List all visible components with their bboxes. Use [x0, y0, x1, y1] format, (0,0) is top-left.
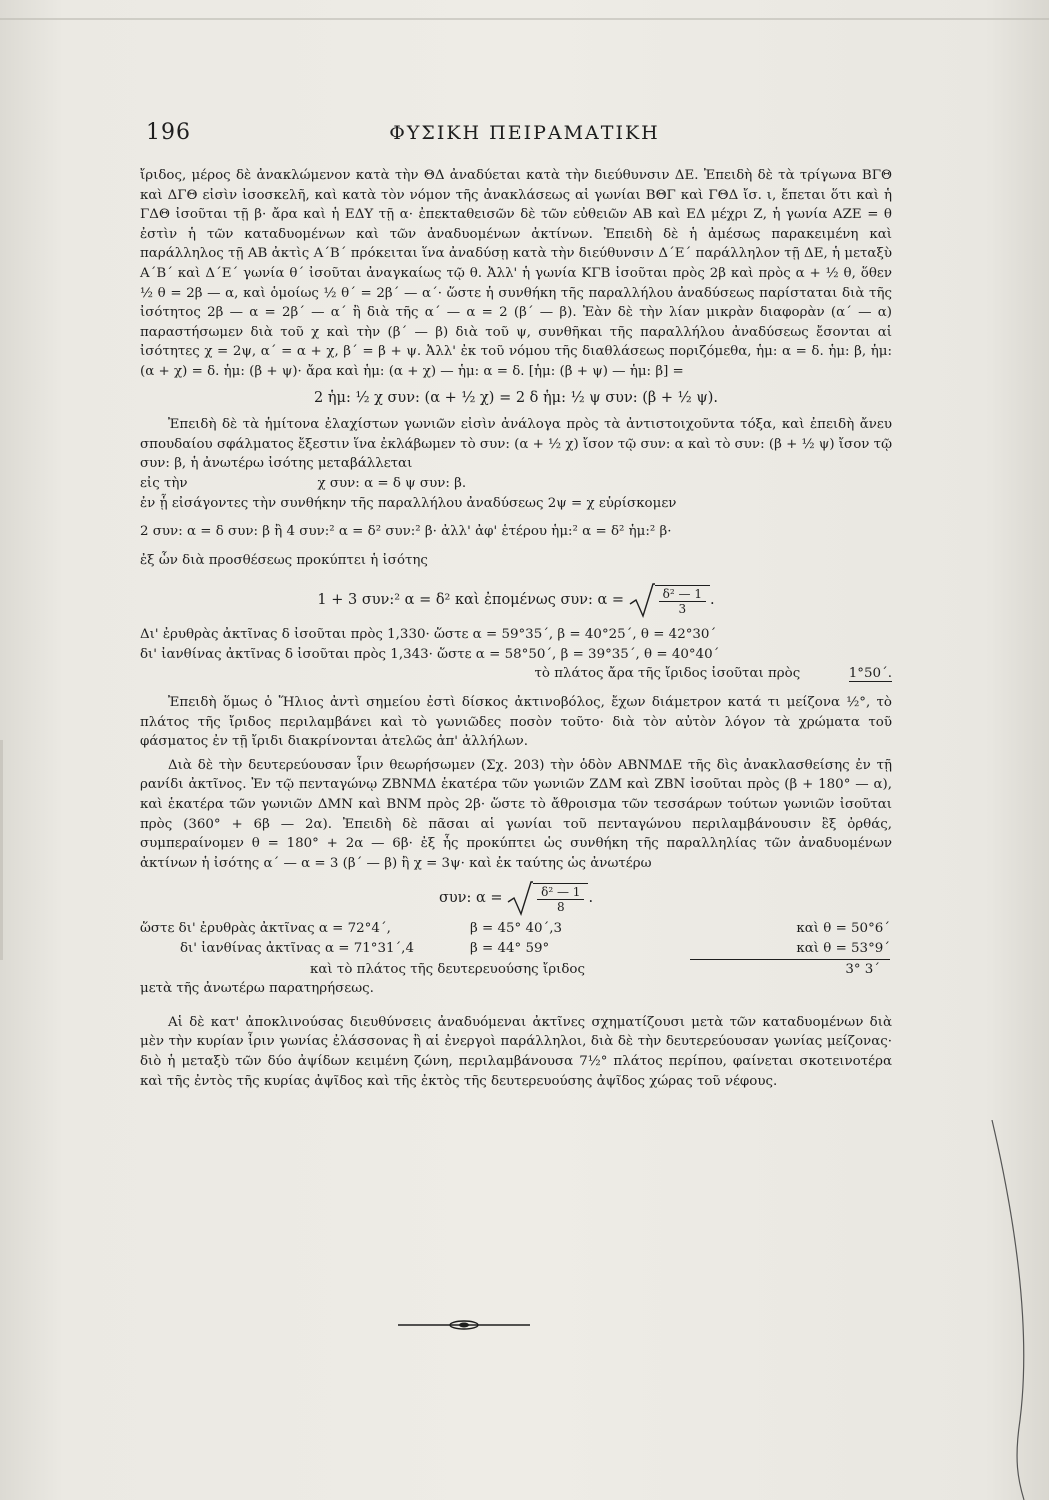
- values-row-3: [140, 960, 892, 980]
- scan-edge-line: [0, 18, 1049, 20]
- fraction-3-denominator: 3: [678, 601, 687, 616]
- formula-cos-alpha-secondary: συν: α = $\frac{\text{δ² — 1}}{8}$ .: [140, 880, 892, 916]
- row-1-beta: β = 45° 40΄,3: [470, 921, 562, 937]
- fraction-4-denominator: 8: [556, 899, 565, 914]
- line-5: ἐξ ὧν διὰ προσθέσεως προκύπτει ἡ ἰσότης: [140, 552, 428, 568]
- rainbow-width-line: [140, 664, 892, 684]
- fraction-4-numerator: δ² — 1: [537, 885, 584, 900]
- paragraph-1: ἴριδος, μέρος δὲ ἀνακλώμενον κατὰ τὴν ΘΔ ἀναδύεται κατὰ τὴν διεύθυνσιν ΔΕ. Ἐπειδὴ δὲ τὰ τρίγωνα ΒΓΘ καὶ ΔΓΘ εἰσὶν ἰσοσκελῆ, καὶ κατὰ τὸν νόμον τῆς ἀνακλάσεως αἱ γωνίαι ΒΘΓ καὶ ΓΘΔ ἴσ. ι, ἔπεται ὅτι καὶ ἡ ΓΔΘ ἰσοῦται τῇ β· ἄρα καὶ ἡ ΕΔΥ τῇ α· ἐπεκταθεισῶν δὲ τῶν εὐθειῶν ΑΒ καὶ ΕΔ μέχρι Ζ, ἡ γωνία ΑΖΕ = θ ἐστὶν ἡ τῶν καταδυομένων καὶ τῶν ἀναδυομένων ἀκτίνων. Ἐπειδὴ δὲ ἡ ἀμέσως παρακειμένη καὶ παράλληλος τῇ ΑΒ ἀκτὶς Α΄Β΄ πρόκειται ἵνα ἀναδύσῃ κατὰ τὴν διεύθυνσιν Δ΄Ε΄ παράλληλον τῇ ΔΕ, ἡ μεταξὺ Α΄Β΄ καὶ Δ΄Ε΄ γωνία θ΄ ἰσοῦται ἀναγκαίως τῷ θ. Ἀλλ' ἡ γωνία ΚΓΒ ἰσοῦται πρὸς 2β καὶ πρὸς α + ½ θ, ὅθεν ½ θ = 2β — α, καὶ ὁμοίως ½ θ΄ = 2β΄ — α΄· ὥστε ἡ συνθήκη τῆς παραλλήλου ἀναδύσεως παρίσταται διὰ τῆς ἰσότητος 2β — α = 2β΄ — α΄ ἢ διὰ τῆς α΄ — α = 2 (β΄ — β). Ἐὰν δὲ τὴν λίαν μικρὰν διαφορὰν (α΄ — α) παραστήσωμεν διὰ τοῦ χ καὶ τὴν (β΄ — β) διὰ τοῦ ψ, συνθῆκαι τῆς παραλλήλου ἀναδύσεως ἔσονται αἱ ἰσότητες χ = 2ψ, α΄ = α + χ, β΄ = β + ψ. Ἀλλ' ἐκ τοῦ νόμου τῆς διαθλάσεως ποριζόμεθα, ἡμ: α = δ. ἡμ: β, ἡμ: (α + χ) = δ. ἡμ: (β + ψ)· ἄρα καὶ ἡμ: (α + χ) — ἡμ: α = δ. [ἡμ: (β + ψ) — ἡμ: β] =: [140, 168, 892, 379]
- row-3-label: καὶ τὸ πλάτος τῆς δευτερευούσης ἴριδος: [310, 961, 585, 977]
- rainbow-width-value: 1°50΄.: [848, 666, 892, 682]
- line-4: 2 συν: α = δ συν: β ἢ 4 συν:² α = δ² συν:² β· ἀλλ' ἀφ' ἑτέρου ἡμ:² α = δ² ἡμ:² β·: [140, 524, 672, 540]
- fraction-4: [533, 883, 588, 914]
- row-2-alpha: δι' ἰανθίνας ἀκτῖνας α = 71°31΄,4: [180, 941, 414, 956]
- line-3: ἐν ᾗ εἰσάγοντες τὴν συνθήκην τῆς παραλλήλου ἀναδύσεως 2ψ = χ εὑρίσκομεν: [140, 495, 677, 511]
- formula-cos-relation: χ συν: α = δ ψ συν: β.: [317, 475, 467, 491]
- formula-cos-alpha-primary: 1 + 3 συν:² α = δ² καὶ ἐπομένως συν: α = $\frac{\text{δ² — 1}}{3}$ .: [140, 582, 892, 618]
- values-row-2: [140, 939, 892, 960]
- fraction-3-numerator: δ² — 1: [659, 587, 706, 602]
- pencil-margin-mark: [990, 1120, 1049, 1500]
- paragraph-4: Διὰ δὲ τὴν δευτερεύουσαν ἶριν θεωρήσωμεν (Σχ. 203) τὴν ὁδὸν ΑΒΝΜΔΕ τῆς δὶς ἀνακλασθείσης ἐν τῇ ρανίδι ἀκτῖνος. Ἐν τῷ πενταγώνῳ ΖΒΝΜΔ ἑκατέρα τῶν γωνιῶν ΖΔΜ καὶ ΖΒΝ ἰσοῦται πρὸς (β + 180° — α), καὶ ἑκατέρα τῶν γωνιῶν ΔΜΝ καὶ ΒΝΜ πρὸς 2β· ὥστε τὸ ἄθροισμα τῶν τεσσάρων τούτων γωνιῶν ἰσοῦται πρὸς (360° + 6β — 2α). Ἐπειδὴ δὲ πᾶσαι αἱ γωνίαι τοῦ πενταγώνου περιλαμβάνουσιν ἓξ ὀρθάς, συμπεραίνομεν θ = 180° + 2α — 6β· ἐξ ἧς προκύπτει ὡς συνθήκη τῆς παραλληλίας τῶν ἀναδυομένων ἀκτίνων ἡ ἰσότης α΄ — α = 3 (β΄ — β) ἢ χ = 3ψ· καὶ ἐκ ταύτης ὡς ἀνωτέρω: [140, 757, 892, 871]
- ornament-divider: [398, 1318, 530, 1332]
- fraction-3: [655, 585, 710, 616]
- red-rays-line: Δι' ἐρυθρὰς ἀκτῖνας δ ἰσοῦται πρὸς 1,330· ὥστε α = 59°35΄, β = 40°25΄, θ = 42°30΄: [140, 627, 717, 643]
- row-2-theta: καὶ θ = 53°9΄: [690, 939, 890, 960]
- square-root-sign: [629, 582, 710, 618]
- row-1-alpha: ὥστε δι' ἐρυθρὰς ἀκτῖνας α = 72°4΄,: [140, 921, 391, 937]
- body-text: [140, 166, 892, 1091]
- scan-edge-shadow: [0, 740, 3, 960]
- formula-4-left: συν: α =: [438, 890, 503, 907]
- eis-tin-text: εἰς τὴν: [140, 475, 188, 491]
- paragraph-5: Αἱ δὲ κατ' ἀποκλινούσας διευθύνσεις ἀναδυόμεναι ἀκτῖνες σχηματίζουσι μετὰ τῶν καταδυομένων διὰ μὲν τὴν κυρίαν ἶριν γωνίας ἐλάσσονας ἢ αἱ ἐνεργοὶ παράλληλοι, διὰ δὲ τὴν δευτερεύουσαν γωνίας μείζονας· διὸ ἡ μεταξὺ τῶν δύο ἀψίδων κειμένη ζώνη, περιλαμβάνουσα 7½° πλάτος περίπου, φαίνεται σκοτεινοτέρα καὶ τῆς ἐντὸς τῆς κυρίας ἀψῖδος καὶ τῆς ἐκτὸς τῆς δευτερευούσης ἀψῖδος χώρας τοῦ νέφους.: [140, 1014, 892, 1089]
- page-number: 196: [146, 120, 191, 145]
- violet-rays-line: δι' ἰανθίνας ἀκτῖνας δ ἰσοῦται πρὸς 1,343· ὥστε α = 58°50΄, β = 39°35΄, θ = 40°40΄: [140, 646, 720, 662]
- values-row-1: [140, 919, 892, 939]
- row-3-value: 3° 3΄: [845, 961, 880, 977]
- row-2-beta: β = 44° 59°: [470, 941, 550, 956]
- square-root-sign-2: [507, 880, 588, 916]
- formula-3-left: 1 + 3 συν:² α = δ² καὶ ἐπομένως συν: α =: [317, 592, 625, 609]
- paragraph-2: Ἐπειδὴ δὲ τὰ ἡμίτονα ἐλαχίστων γωνιῶν εἰσὶν ἀνάλογα πρὸς τὰ ἀντιστοιχοῦντα τόξα, καὶ ἐπειδὴ ἄνευ σπουδαίου σφάλματος ἔξεστιν ἵνα ἐκλάβωμεν τὸ συν: (α + ½ χ) ἴσον τῷ συν: α καὶ τὸ συν: (β + ½ ψ) ἴσον τῷ συν: β, ἡ ἀνωτέρω ἰσότης μεταβάλλεται: [140, 417, 892, 472]
- row-1-theta: καὶ θ = 50°6΄: [796, 921, 890, 937]
- page-header: [0, 120, 1049, 150]
- paragraph-3: Ἐπειδὴ ὅμως ὁ Ἥλιος ἀντὶ σημείου ἐστὶ δίσκος ἀκτινοβόλος, ἔχων διάμετρον κατά τι μείζονα ½°, τὸ πλάτος τῆς ἴριδος περιλαμβάνει καὶ τὸ γωνιῶδες ποσὸν τοῦτο· διὰ τὸν αὐτὸν λόγον τὰ χρώματα τοῦ φάσματος ἐν τῇ ἴριδι διακρίνονται ἀτελῶς ἀπ' ἀλλήλων.: [140, 695, 892, 750]
- formula-sine-relation: 2 ἡμ: ½ χ συν: (α + ½ χ) = 2 δ ἡμ: ½ ψ συν: (β + ½ ψ).: [314, 389, 718, 406]
- line-eis-tin: [140, 474, 892, 494]
- running-head-title: ΦΥΣΙΚΗ ΠΕΙΡΑΜΑΤΙΚΗ: [389, 122, 660, 144]
- line-6: μετὰ τῆς ἀνωτέρω παρατηρήσεως.: [140, 981, 374, 997]
- rainbow-width-label: τὸ πλάτος ἄρα τῆς ἴριδος ἰσοῦται πρὸς: [534, 666, 801, 682]
